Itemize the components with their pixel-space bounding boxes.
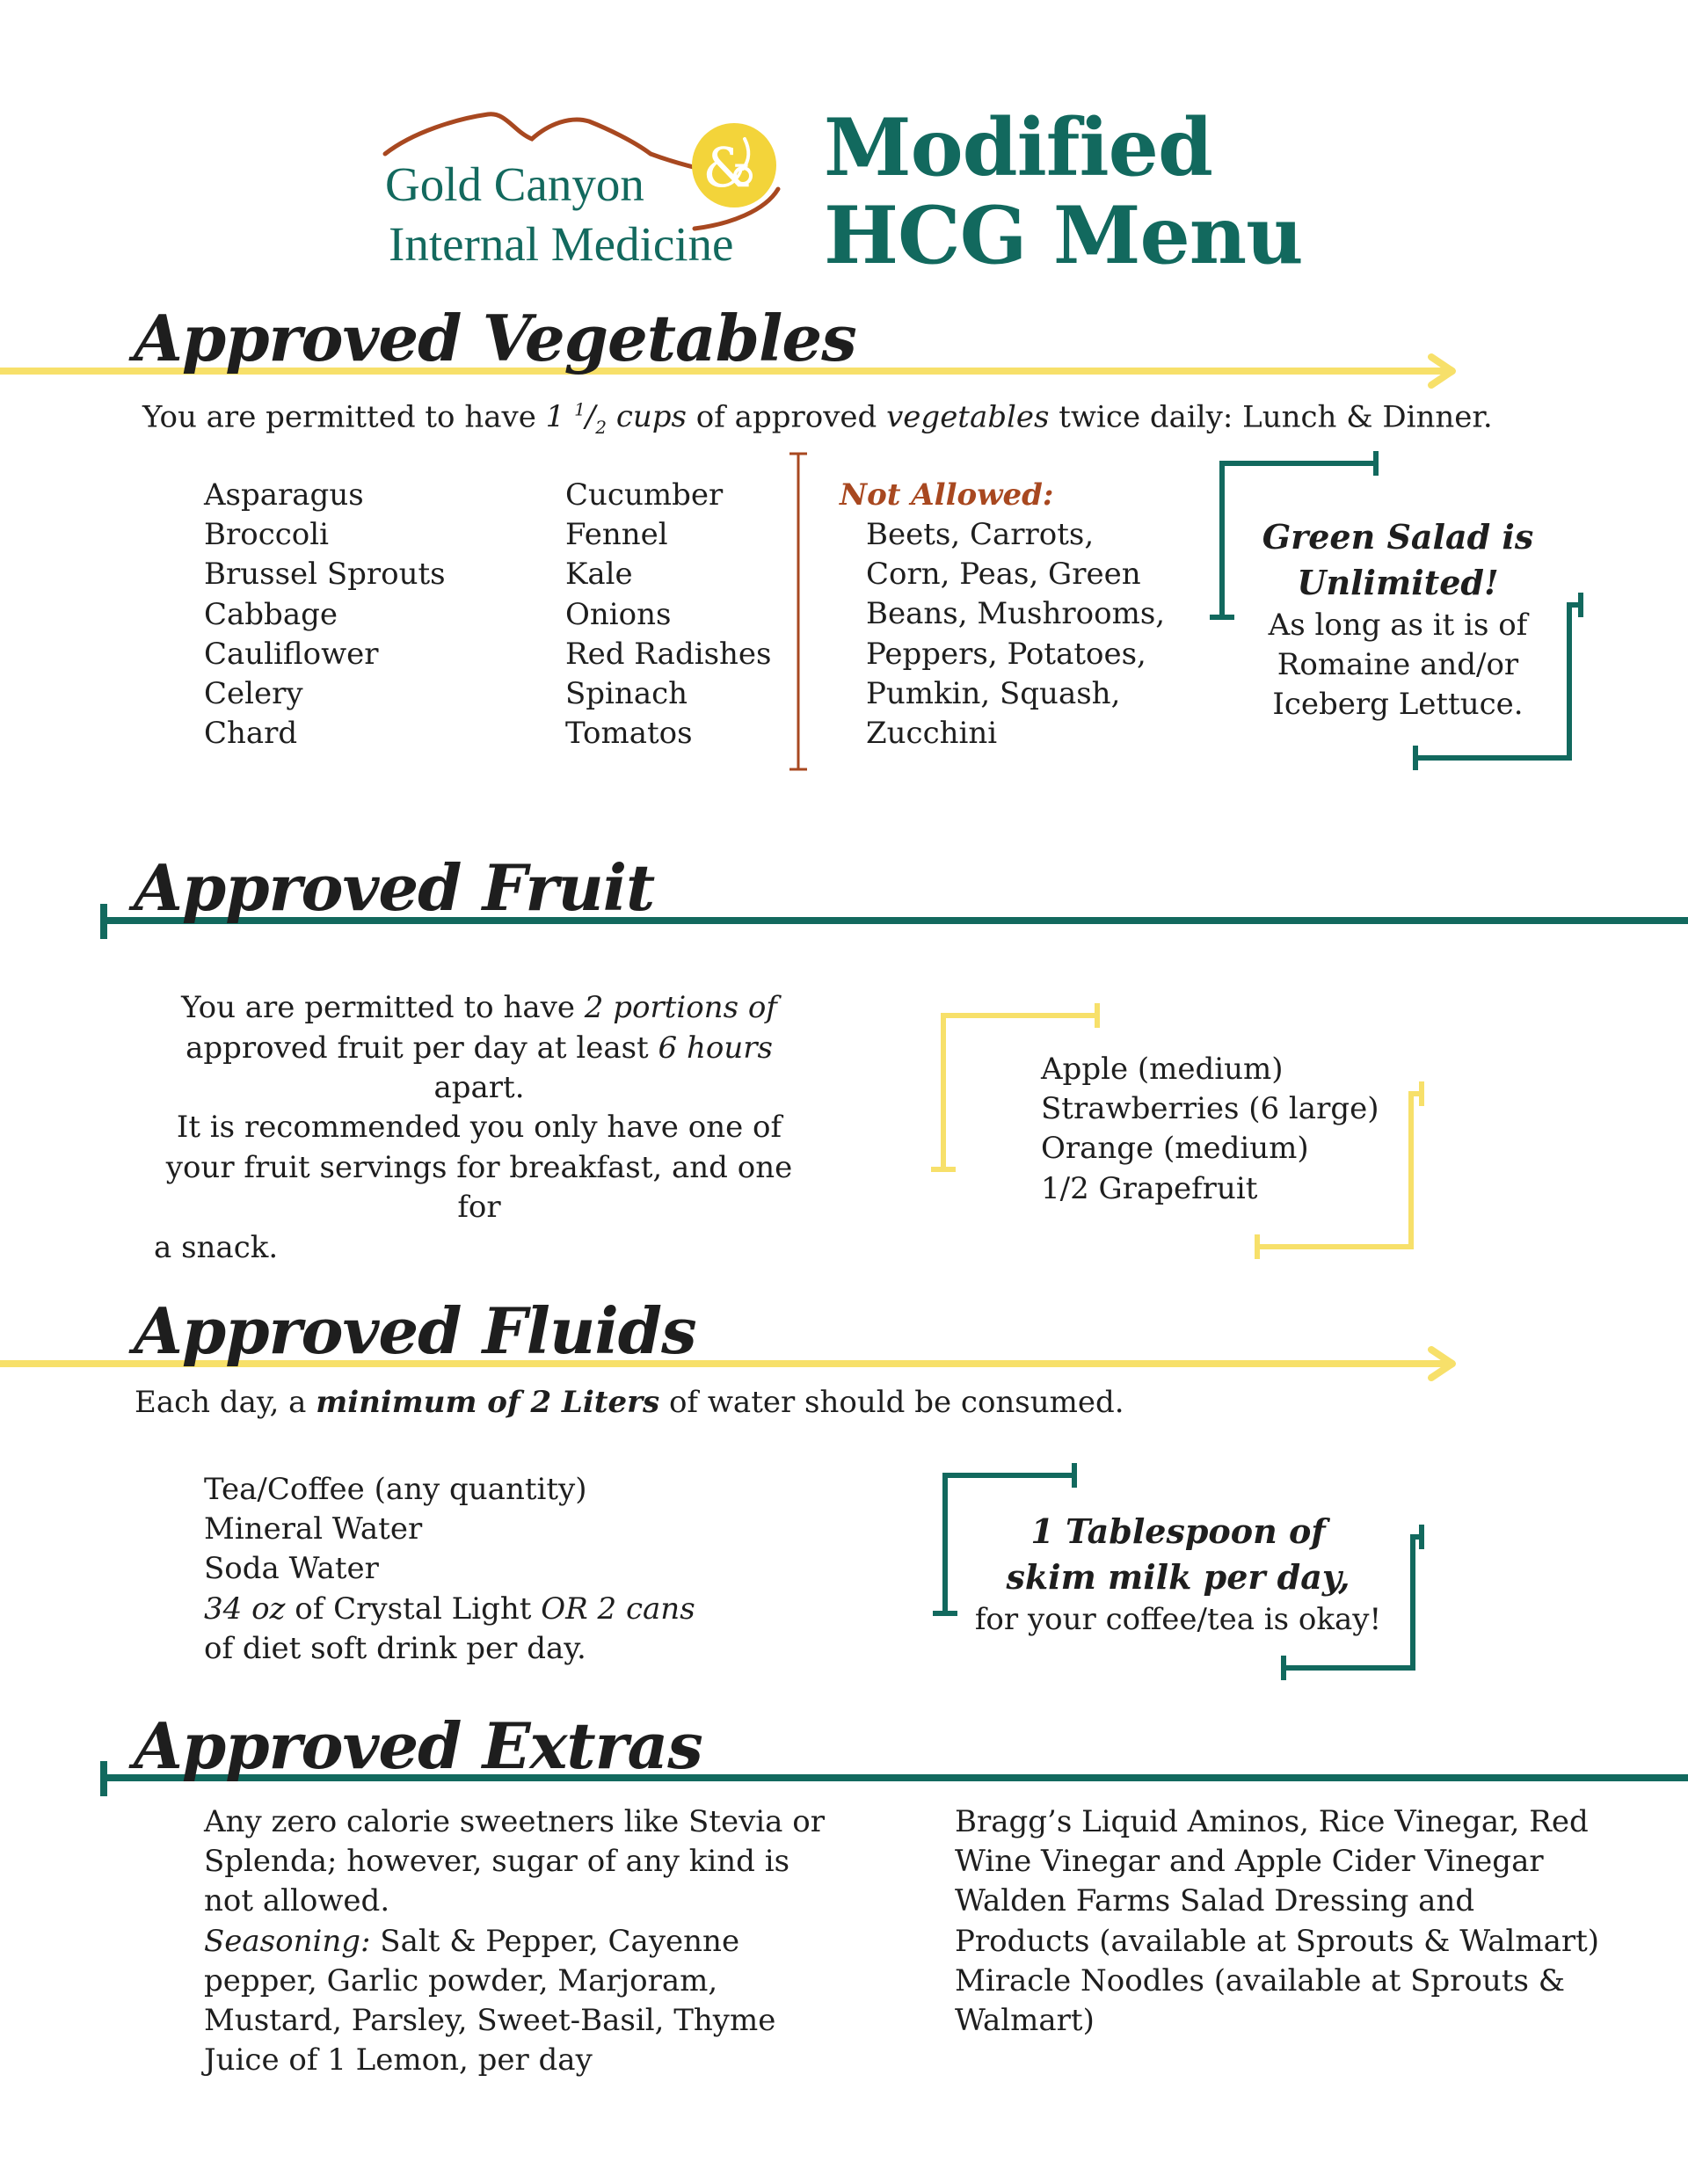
text: approved fruit per day at least: [186, 1030, 658, 1066]
list-item: Products (available at Sprouts & Walmart): [955, 1923, 1600, 1959]
seasoning-label: Seasoning:: [204, 1923, 371, 1959]
emphasis: OR 2 cans: [541, 1591, 695, 1627]
fraction-numerator: 1: [574, 399, 586, 420]
list-item: Onions: [565, 596, 672, 632]
list-item: Chard: [204, 716, 298, 752]
text: Salt & Pepper, Cayenne: [370, 1923, 740, 1959]
not-allowed-label: Not Allowed:: [840, 477, 1054, 513]
text: apart.: [433, 1070, 525, 1105]
not-allowed-divider: [789, 454, 807, 769]
list-item: Strawberries (6 large): [1041, 1091, 1379, 1127]
list-item: pepper, Garlic powder, Marjoram,: [204, 1962, 718, 1998]
fluids-heading: Approved Fluids: [134, 1293, 696, 1368]
intro-amount: 1: [545, 399, 575, 435]
text: You are permitted to have: [181, 990, 585, 1025]
list-item: Corn, Peas, Green: [866, 557, 1141, 593]
extras-right-list: [955, 1802, 1599, 2041]
list-item: Celery: [204, 676, 303, 712]
text: of water should be consumed.: [659, 1385, 1124, 1420]
intro-text: twice daily: Lunch & Dinner.: [1049, 399, 1493, 435]
list-item: 1/2 Grapefruit: [1041, 1170, 1258, 1206]
vegetables-heading: Approved Vegetables: [134, 301, 856, 375]
list-item: Red Radishes: [565, 636, 772, 672]
intro-text: of approved: [687, 399, 887, 435]
list-item: Cauliflower: [204, 636, 379, 672]
salad-callout-line: Romaine and/or: [1277, 647, 1519, 682]
list-item: Tea/Coffee (any quantity): [204, 1472, 587, 1507]
intro-vegetables: vegetables: [886, 399, 1050, 435]
list-item: Miracle Noodles (available at Sprouts &: [955, 1962, 1565, 1998]
milk-callout-bold: 1 Tablespoon of: [1030, 1511, 1326, 1551]
list-item: Mustard, Parsley, Sweet-Basil, Thyme: [204, 2003, 776, 2039]
extras-heading: Approved Extras: [134, 1708, 702, 1783]
intro-cups: cups: [607, 399, 687, 435]
list-item: of diet soft drink per day.: [204, 1630, 586, 1666]
list-item: Juice of 1 Lemon, per day: [204, 2042, 593, 2078]
salad-callout-line: As long as it is of: [1268, 608, 1528, 643]
list-item: Brussel Sprouts: [204, 557, 446, 593]
fruit-p2-line: your fruit servings for breakfast, and one for: [165, 1149, 793, 1225]
fruit-heading: Approved Fruit: [134, 850, 655, 925]
salad-callout-line: Iceberg Lettuce.: [1272, 687, 1524, 722]
fruit-list: [1041, 1050, 1379, 1209]
fruit-paragraph-2: [141, 1108, 818, 1268]
list-item: Kale: [565, 557, 633, 593]
list-item: [204, 1590, 695, 1629]
list-item: Mineral Water: [204, 1511, 423, 1547]
list-item: Splenda; however, sugar of any kind is: [204, 1844, 790, 1880]
list-item: [204, 1922, 825, 1962]
salad-callout-bold: Unlimited!: [1297, 563, 1499, 602]
list-item: Asparagus: [204, 477, 364, 513]
list-item: Orange (medium): [1041, 1131, 1309, 1167]
list-item: Wine Vinegar and Apple Cider Vinegar: [955, 1844, 1544, 1880]
list-item: Peppers, Potatoes,: [866, 636, 1146, 672]
list-item: Apple (medium): [1041, 1052, 1284, 1087]
page-title-line2: HCG Menu: [824, 189, 1303, 282]
list-item: Walden Farms Salad Dressing and: [955, 1883, 1475, 1919]
logo-text-line2: Internal Medicine: [389, 217, 734, 271]
logo-text-line1: Gold Canyon: [385, 157, 644, 211]
fluids-list: [204, 1470, 695, 1669]
extras-left-list: [204, 1802, 825, 2080]
list-item: Cucumber: [565, 477, 724, 513]
milk-callout-line: for your coffee/tea is okay!: [974, 1602, 1382, 1637]
list-item: Broccoli: [204, 517, 330, 553]
list-item: Cabbage: [204, 596, 338, 632]
page-title-line1: Modified: [824, 101, 1212, 194]
fruit-p1-line1: [141, 988, 818, 1029]
ampersand-stethoscope-icon: [692, 123, 776, 207]
list-item: Any zero calorie sweetners like Stevia or: [204, 1804, 825, 1839]
list-item: Walmart): [955, 2003, 1095, 2039]
list-item: Spinach: [565, 676, 688, 712]
list-item: Zucchini: [866, 716, 998, 752]
emphasis: 34 oz: [204, 1591, 286, 1627]
list-item: not allowed.: [204, 1883, 390, 1919]
emphasis: 2 portions of: [584, 990, 777, 1025]
svg-text:&: &: [702, 135, 752, 200]
fraction-denominator: 2: [595, 417, 608, 439]
list-item: Beans, Mushrooms,: [866, 596, 1166, 632]
vegetables-intro: You are permitted to have 1 $^1/_2$ cups of approved vegetables twice daily: Lunch & Dinner.: [142, 399, 1493, 439]
emphasis: minimum of 2 Liters: [316, 1385, 660, 1420]
list-item: Bragg’s Liquid Aminos, Rice Vinegar, Red: [955, 1804, 1589, 1839]
fluids-intro: [135, 1383, 1124, 1423]
vegetables-list-col2: [565, 476, 772, 753]
list-item: Beets, Carrots,: [866, 517, 1095, 552]
vegetables-list-col1: [204, 476, 446, 753]
text: Each day, a: [135, 1385, 316, 1420]
fruit-p2-line: a snack.: [154, 1229, 279, 1265]
emphasis: 6 hours: [658, 1030, 773, 1066]
list-item: Fennel: [565, 517, 668, 553]
text: of Crystal Light: [285, 1591, 542, 1627]
list-item: Soda Water: [204, 1551, 379, 1587]
milk-callout-bold: skim milk per day,: [1006, 1557, 1350, 1597]
salad-callout: [1222, 514, 1574, 724]
list-item: Tomatos: [565, 716, 693, 752]
fruit-p1-line2: [141, 1029, 818, 1109]
milk-callout: [945, 1509, 1411, 1640]
fruit-p2-line: It is recommended you only have one of: [176, 1110, 782, 1145]
list-item: Pumkin, Squash,: [866, 675, 1121, 711]
salad-callout-bold: Green Salad is: [1262, 517, 1534, 557]
fruit-paragraph-1: [141, 988, 818, 1109]
not-allowed-list: [866, 515, 1165, 753]
intro-text: You are permitted to have: [142, 399, 546, 435]
